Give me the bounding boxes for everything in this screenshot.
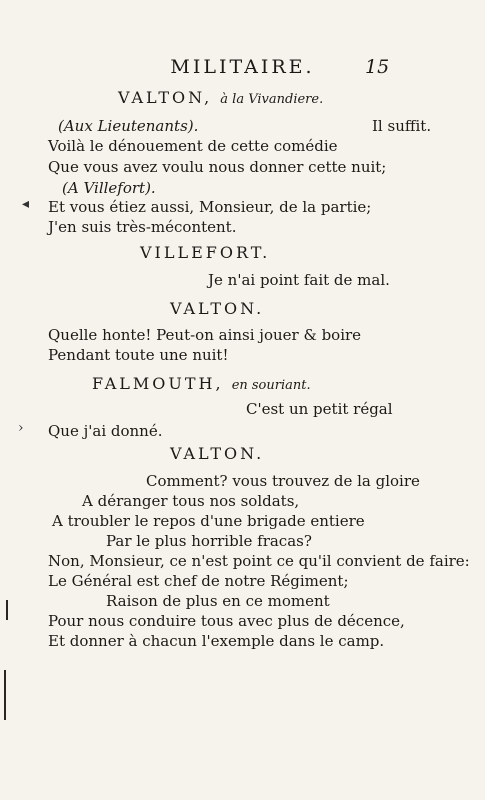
verse-line: Et vous étiez aussi, Monsieur, de la partie; [48, 198, 372, 216]
stage-direction: à la Vivandiere. [220, 92, 324, 107]
speaker-heading-falmouth [92, 374, 311, 393]
speaker-heading-valton [170, 299, 264, 318]
verse-line: Non, Monsieur, ce n'est point ce qu'il convient de faire: [48, 552, 470, 570]
verse-line: J'en suis très-mécontent. [48, 218, 237, 236]
speaker-heading-valton [170, 444, 264, 463]
verse-line: Le Général est chef de notre Régiment; [48, 572, 349, 590]
verse-line: Comment? vous trouvez de la gloire [146, 472, 420, 490]
verse-line: Par le plus horrible fracas? [106, 532, 312, 550]
verse-line: Raison de plus en ce moment [106, 592, 330, 610]
verse-line: Pendant toute une nuit! [48, 346, 229, 364]
verse-line: A troubler le repos d'une brigade entiere [52, 512, 365, 530]
speaker-name: VALTON. [170, 299, 265, 318]
verse-line: Je n'ai point fait de mal. [208, 271, 390, 289]
verse-line: Que vous avez voulu nous donner cette nuit; [48, 158, 387, 176]
margin-mark: › [18, 420, 24, 436]
speaker-name: VALTON, [118, 88, 213, 107]
speaker-name: VILLEFORT. [140, 243, 271, 262]
binding-edge-mark [4, 670, 6, 720]
verse-line: Que j'ai donné. [48, 422, 163, 440]
stage-direction-line: (Aux Lieutenants). [58, 117, 199, 135]
verse-line: Pour nous conduire tous avec plus de décence, [48, 612, 405, 630]
running-head: MILITAIRE. [170, 56, 315, 78]
verse-line: C'est un petit régal [246, 400, 393, 418]
stage-direction-line: (A Villefort). [62, 179, 156, 197]
verse-line: Quelle honte! Peut-on ainsi jouer & boire [48, 326, 362, 344]
stage-direction: en souriant. [231, 378, 311, 393]
speaker-heading-valton [118, 88, 323, 107]
verse-line: Et donner à chacun l'exemple dans le camp. [48, 632, 385, 650]
margin-mark: ◂ [22, 196, 30, 212]
binding-edge-mark [6, 600, 8, 620]
verse-line: Voilà le dénouement de cette comédie [48, 137, 338, 155]
verse-line: Il suffit. [372, 117, 432, 135]
speaker-name: VALTON. [170, 444, 265, 463]
page-number: 15 [365, 56, 390, 78]
speaker-name: FALMOUTH, [92, 374, 224, 393]
speaker-heading-villefort [140, 243, 270, 262]
verse-line: A déranger tous nos soldats, [82, 492, 300, 510]
